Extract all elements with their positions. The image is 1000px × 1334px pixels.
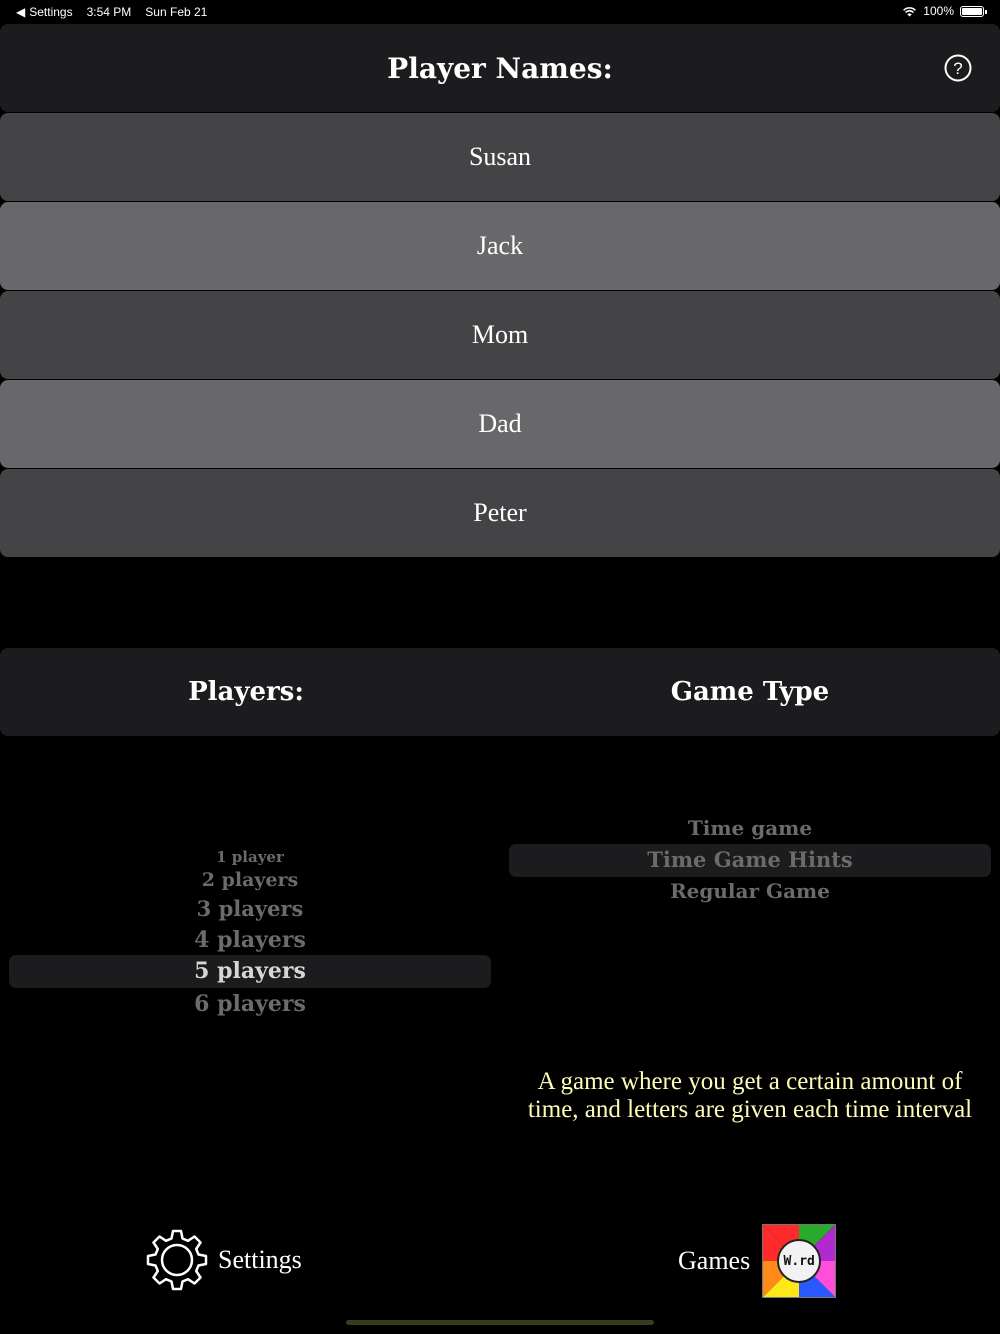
games-button[interactable] [678,1224,836,1298]
status-time: 3:54 PM [86,5,132,19]
back-arrow-icon: ◀ [16,5,26,19]
picker-option[interactable]: 2 players [201,869,299,891]
picker-option-selected[interactable]: 5 players [194,958,306,984]
settings-label: Settings [218,1245,302,1274]
player-name-field[interactable]: Susan [0,113,1000,201]
options-header [0,648,1000,736]
player-name-field[interactable]: Peter [0,469,1000,557]
back-to-settings[interactable] [16,5,73,19]
logo-text: W.rd [777,1239,821,1283]
status-bar [0,0,1000,24]
picker-option[interactable]: 3 players [196,896,304,921]
player-names-header [0,24,1000,112]
description-line: A game where you get a certain amount of [537,1068,963,1095]
settings-button[interactable] [144,1226,302,1294]
player-name-field[interactable]: Dad [0,380,1000,468]
picker-option[interactable]: 4 players [194,927,306,953]
help-icon[interactable] [944,54,972,82]
description-line: time, and letters are given each time interval [527,1096,973,1123]
game-type-option[interactable]: Regular Game [670,879,830,903]
picker-option[interactable]: 6 players [194,991,306,1017]
wifi-icon [902,6,917,17]
status-date: Sun Feb 21 [145,5,208,19]
battery-percent: 100% [923,4,954,18]
game-type-option-selected[interactable]: Time Game Hints [647,847,853,872]
battery-icon [960,6,984,17]
game-type-label: Game Type [670,677,830,707]
picker-option[interactable]: 1 player [216,848,284,866]
player-names-list [0,113,1000,558]
game-type-option[interactable]: Time game [687,816,813,840]
home-indicator[interactable] [346,1320,654,1325]
player-name-field[interactable]: Mom [0,291,1000,379]
page-title: Player Names: [387,51,613,85]
games-label: Games [678,1246,751,1275]
game-type-description [500,1068,1000,1124]
word-app-logo[interactable] [762,1224,836,1298]
svg-text:?: ? [953,59,963,78]
players-label: Players: [188,677,304,707]
back-label: Settings [29,5,73,19]
gear-icon [144,1227,210,1293]
player-name-field[interactable]: Jack [0,202,1000,290]
